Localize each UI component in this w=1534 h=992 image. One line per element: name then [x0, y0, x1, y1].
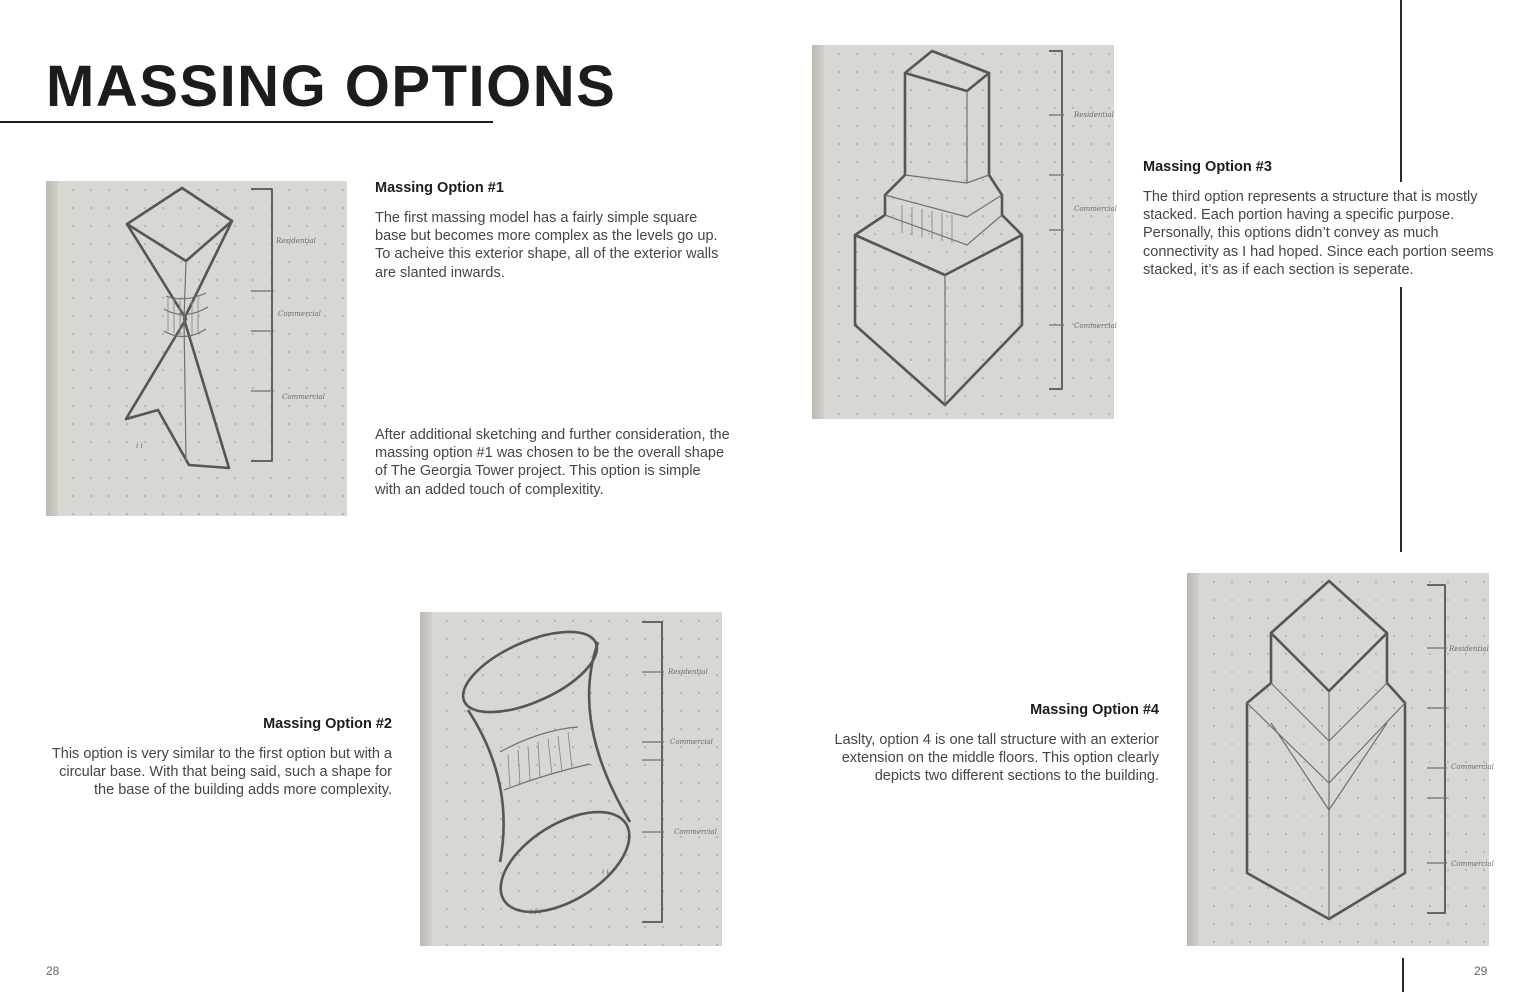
vertical-rule-bottom: [1402, 958, 1404, 992]
option-3-block: [1143, 159, 1498, 279]
sketch-photo-option-1: [46, 181, 347, 516]
option-1-block: [375, 180, 730, 282]
vertical-rule-middle: [1400, 287, 1402, 552]
sketch-drawing-option-4: [1187, 573, 1494, 946]
svg-text:Commercial: Commercial: [282, 393, 325, 401]
svg-text:Residential: Residential: [1074, 111, 1114, 119]
svg-text:i i: i i: [136, 442, 143, 450]
option-4-description: Laslty, option 4 is one tall structure with an exterior extension on the middle floors. This option clearly depicts two different sections to the building.: [834, 732, 1159, 785]
title-underline: [0, 121, 493, 123]
option-2-description: This option is very similar to the first option but with a circular base. With that being said, such a shape for the base of the building adds more complexity.: [51, 746, 392, 799]
svg-text:Commercial: Commercial: [674, 828, 717, 836]
sketch-photo-option-2: [420, 612, 722, 946]
svg-text:Residential: Residential: [668, 668, 708, 676]
option-3-description: The third option represents a structure that is mostly stacked. Each portion having a specific purpose. Personally, this options didn’t convey as much connectivity as I had hoped. Since each portion seems stacked, it’s as if each section is seperate.: [1143, 189, 1494, 278]
option-4-heading: Massing Option #4: [1030, 702, 1159, 718]
svg-text:Commercial: Commercial: [278, 310, 321, 318]
svg-text:Commercial: Commercial: [1074, 322, 1117, 330]
svg-text:Residential: Residential: [1449, 645, 1489, 653]
page-title: MASSING OPTIONS: [46, 54, 617, 119]
sketch-drawing-option-3: [812, 45, 1117, 419]
option-2-block: [40, 716, 392, 800]
svg-text:Commercial: Commercial: [1074, 205, 1117, 213]
option-4-block: [806, 702, 1159, 786]
option-2-heading: Massing Option #2: [263, 716, 392, 732]
svg-text:Commercial: Commercial: [670, 738, 713, 746]
svg-text:Residential: Residential: [276, 237, 316, 245]
option-1-description: The first massing model has a fairly simple square base but becomes more complex as the levels go up. To acheive this exterior shape, all of the exterior walls are slanted inwards.: [375, 210, 719, 281]
svg-text:i i i: i i i: [530, 908, 542, 916]
right-page-number: 29: [1474, 964, 1488, 978]
sketch-photo-option-3: [812, 45, 1117, 419]
option-1-followup-block: [375, 426, 730, 499]
sketch-drawing-option-2: [420, 612, 722, 946]
vertical-rule-top: [1400, 0, 1402, 182]
option-1-followup: After additional sketching and further consideration, the massing option #1 was chosen to be the overall shape of The Georgia Tower project. This option is simple with an added touch of complexitity.: [375, 427, 730, 498]
svg-text:i i: i i: [602, 868, 609, 876]
left-page-number: 28: [46, 964, 60, 978]
sketch-drawing-option-1: [46, 181, 347, 516]
svg-text:Commercial: Commercial: [1451, 860, 1494, 868]
svg-text:Commercial: Commercial: [1451, 763, 1494, 771]
option-3-heading: Massing Option #3: [1143, 159, 1272, 175]
option-1-heading: Massing Option #1: [375, 180, 504, 196]
sketch-photo-option-4: [1187, 573, 1494, 946]
